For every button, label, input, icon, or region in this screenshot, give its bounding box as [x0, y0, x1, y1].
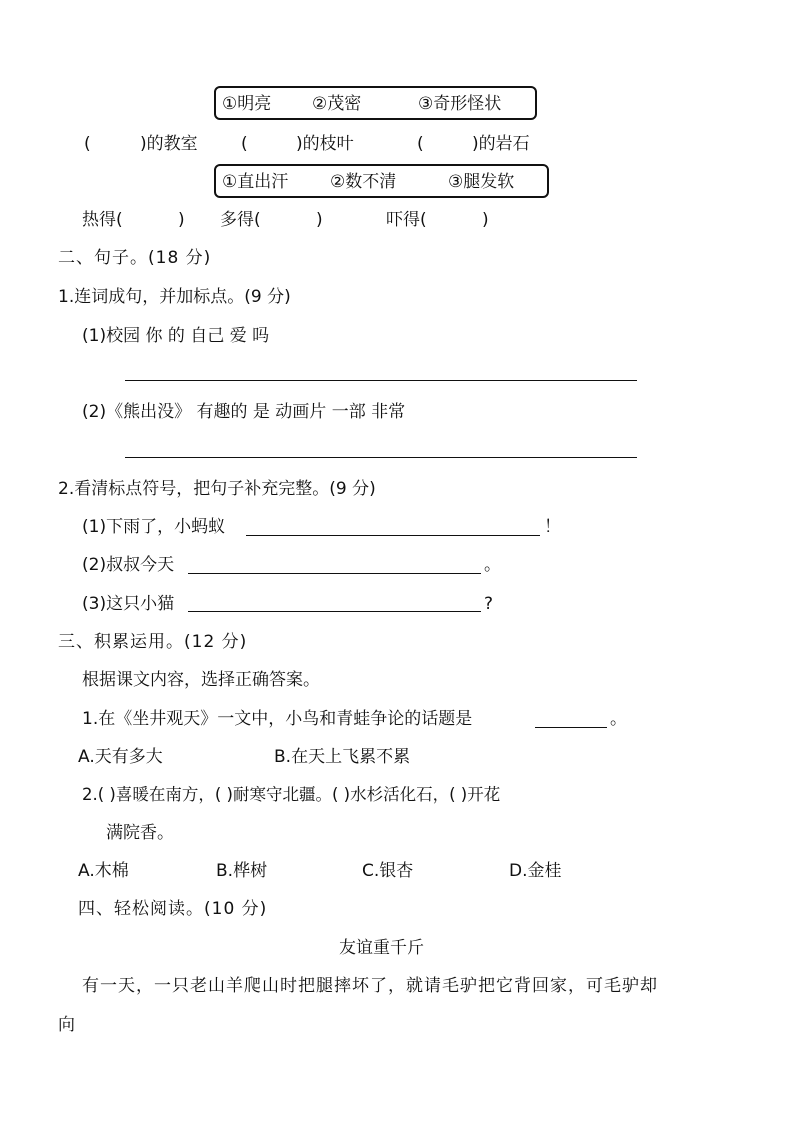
q3-2-line2: 满院香。 [106, 823, 174, 843]
q2-1-item2: (2)《熊出没》 有趣的 是 动画片 一部 非常 [82, 402, 406, 422]
word-options-box-1 [214, 86, 537, 120]
section-2-title: 二、句子。(18 分) [58, 248, 212, 268]
phrase-branches: )的枝叶 [296, 134, 354, 154]
option-3: ③奇形怪状 [418, 94, 502, 114]
section-3-title: 三、积累运用。(12 分) [58, 632, 248, 652]
answer-line-2[interactable] [125, 457, 637, 458]
q3-1-option-b: B.在天上飞累不累 [274, 747, 411, 767]
option-2: ②数不清 [330, 172, 397, 192]
option-2: ②茂密 [312, 94, 362, 114]
q3-2-option-d: D.金桂 [509, 861, 562, 881]
q2-2-item3-end: ? [484, 594, 494, 614]
blank-open-1: ( [84, 134, 91, 154]
q3-2-option-a: A.木棉 [78, 861, 129, 881]
option-1: ①直出汗 [222, 172, 289, 192]
section-4-title: 四、轻松阅读。(10 分) [78, 899, 268, 919]
q2-2-item2-end: 。 [484, 555, 501, 575]
option-1: ①明亮 [222, 94, 272, 114]
word-options-box-2 [214, 164, 549, 198]
hot-label: 热得( [82, 210, 123, 230]
q2-1-item1: (1)校园 你 的 自己 爱 吗 [82, 326, 270, 346]
q3-1-option-a: A.天有多大 [78, 747, 163, 767]
q2-2-item1: (1)下雨了，小蚂蚁 [82, 517, 226, 537]
phrase-classroom: )的教室 [140, 134, 198, 154]
q3-2-option-c: C.银杏 [362, 861, 414, 881]
q2-1-title: 1.连词成句，并加标点。(9 分) [58, 287, 291, 307]
answer-line-1[interactable] [125, 380, 637, 381]
q3-2-option-b: B.桦树 [216, 861, 268, 881]
answer-line-5[interactable] [188, 611, 481, 612]
q2-2-item3: (3)这只小猫 [82, 594, 175, 614]
q3-1-end: 。 [610, 709, 627, 729]
blank-open-2: ( [241, 134, 248, 154]
answer-line-6[interactable] [535, 727, 607, 728]
scared-close: ) [482, 210, 489, 230]
hot-close: ) [178, 210, 185, 230]
story-title: 友谊重千斤 [339, 938, 424, 958]
q2-2-item2: (2)叔叔今天 [82, 555, 175, 575]
option-3: ③腿发软 [448, 172, 515, 192]
story-line-1: 有一天，一只老山羊爬山时把腿摔坏了，就请毛驴把它背回家，可毛驴却 [82, 976, 658, 996]
section-3-instruction: 根据课文内容，选择正确答案。 [82, 670, 320, 690]
many-label: 多得( [220, 210, 261, 230]
answer-line-3[interactable] [246, 535, 540, 536]
answer-line-4[interactable] [188, 573, 481, 574]
story-line-2: 向 [58, 1015, 75, 1035]
q2-2-item1-end: ！ [544, 517, 561, 537]
blank-open-3: ( [417, 134, 424, 154]
phrase-rocks: )的岩石 [472, 134, 530, 154]
many-close: ) [316, 210, 323, 230]
q2-2-title: 2.看清标点符号，把句子补充完整。(9 分) [58, 479, 376, 499]
q3-2-line1: 2.( )喜暖在南方，( )耐寒守北疆。( )水杉活化石，( )开花 [82, 785, 501, 804]
scared-label: 吓得( [386, 210, 427, 230]
q3-1-text: 1.在《坐井观天》一文中，小鸟和青蛙争论的话题是 [82, 709, 473, 729]
